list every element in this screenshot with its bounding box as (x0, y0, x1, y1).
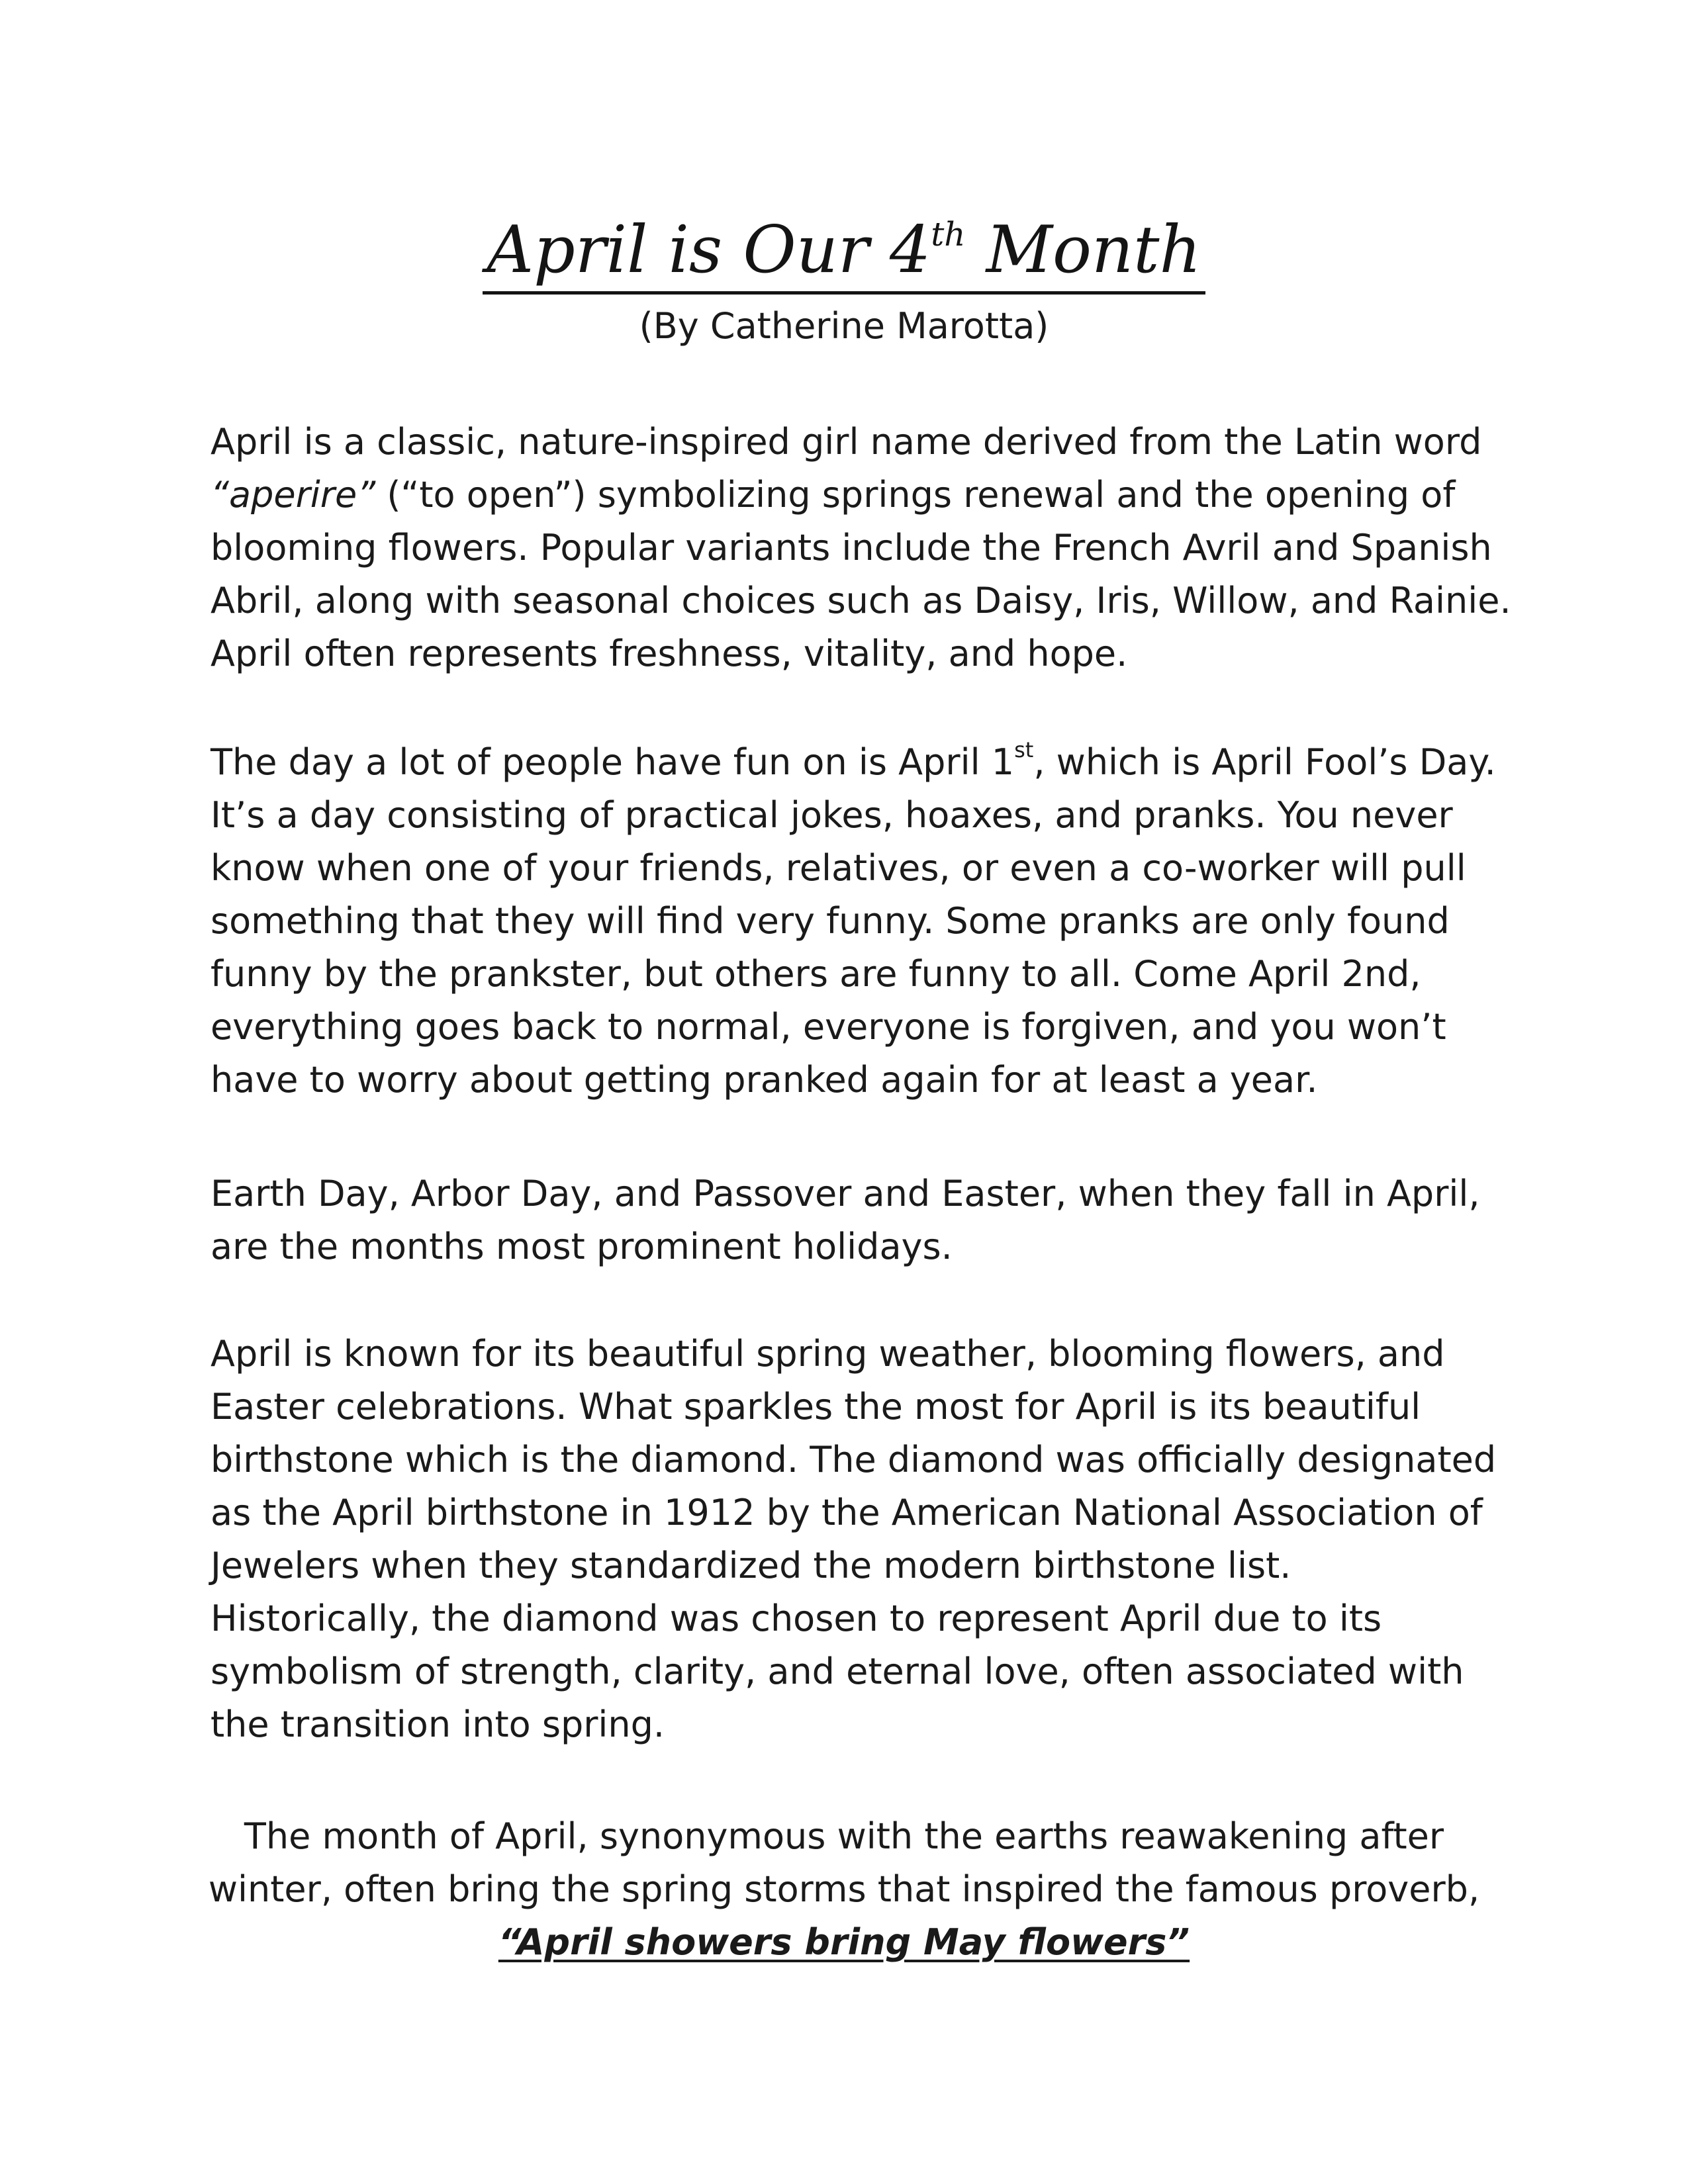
title-pre: April is Our 4 (487, 212, 931, 288)
text-line: funny by the prankster, but others are funny to all. Come April 2nd, (211, 953, 1421, 995)
text-line: as the April birthstone in 1912 by the American National Association of (211, 1492, 1483, 1533)
text-line: have to worry about getting pranked again for at least a year. (211, 1059, 1318, 1101)
text-line: something that they will find very funny. Some pranks are only found (211, 900, 1450, 942)
title-post: Month (965, 212, 1201, 288)
text-line: the transition into spring. (211, 1704, 665, 1745)
text-line: Historically, the diamond was chosen to represent April due to its (211, 1598, 1382, 1639)
paragraph-holidays (211, 1167, 1501, 1273)
title-ordinal-suffix: th (931, 215, 966, 253)
text-line: Jewelers when they standardized the modern birthstone list. (211, 1545, 1291, 1586)
text-line: Earth Day, Arbor Day, and Passover and Easter, when they fall in April, (211, 1173, 1480, 1214)
text-line: The month of April, synonymous with the earths reawakening after (244, 1815, 1444, 1857)
text-line: April is a classic, nature-inspired girl name derived from the Latin word (211, 421, 1482, 463)
text-line: April is known for its beautiful spring weather, blooming flowers, and (211, 1333, 1445, 1375)
text-line: winter, often bring the spring storms that inspired the famous proverb, (208, 1868, 1480, 1910)
paragraph-april-fools (211, 736, 1501, 1107)
ordinal-suffix: st (1014, 737, 1034, 762)
text-line: symbolism of strength, clarity, and eternal love, often associated with (211, 1651, 1464, 1692)
title-underlined (483, 210, 1205, 295)
text-span: The day a lot of people have fun on is April 1 (211, 741, 1015, 783)
text-line: Abril, along with seasonal choices such as Daisy, Iris, Willow, and Rainie. (211, 580, 1511, 621)
text-line (211, 736, 1501, 789)
text-line: Easter celebrations. What sparkles the most for April is its beautiful (211, 1386, 1421, 1428)
text-line: April often represents freshness, vitality, and hope. (211, 633, 1128, 674)
text-line: It’s a day consisting of practical jokes, hoaxes, and pranks. You never (211, 794, 1453, 836)
paragraph-birthstone (211, 1328, 1501, 1751)
byline: (By Catherine Marotta) (639, 305, 1049, 347)
text-line: know when one of your friends, relatives, or even a co-worker will pull (211, 847, 1466, 889)
paragraph-closing (0, 1810, 1688, 1969)
paragraph-name-origin (211, 416, 1511, 680)
text-line: birthstone which is the diamond. The diamond was officially designated (211, 1439, 1497, 1480)
text-line: everything goes back to normal, everyone is forgiven, and you won’t (211, 1006, 1446, 1048)
page-title (0, 210, 1688, 295)
text-span: (“to open”) symbolizing springs renewal and the opening of (375, 474, 1456, 516)
text-line (0, 1916, 1688, 1969)
text-line: blooming flowers. Popular variants include the French Avril and Spanish (211, 527, 1492, 569)
latin-word: “aperire” (211, 474, 376, 516)
text-span: , which is April Fool’s Day. (1033, 741, 1496, 783)
proverb: “April showers bring May flowers” (498, 1921, 1190, 1963)
text-line: are the months most prominent holidays. (211, 1226, 953, 1267)
text-line (211, 469, 1501, 522)
